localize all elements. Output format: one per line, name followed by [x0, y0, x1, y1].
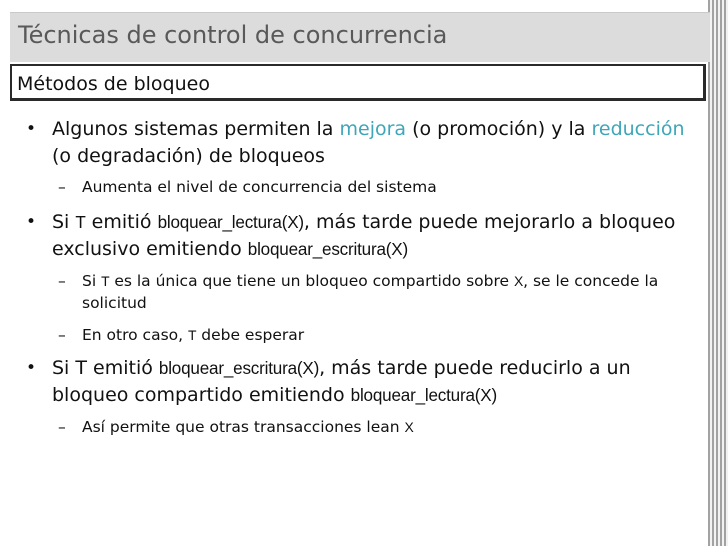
text-run: , más tarde puede reducirlo a un bloqueo compartido emitiendo [52, 357, 631, 406]
dash-marker: – [58, 418, 66, 436]
text-run: Si [52, 211, 76, 233]
bullet-marker: • [26, 212, 37, 232]
text-run: bloquear_lectura(X) [157, 213, 304, 232]
text-run: En otro caso, [82, 326, 188, 344]
sub-bullet-item [58, 324, 678, 346]
text-run: T [101, 273, 110, 289]
text-run: T [187, 327, 197, 343]
text-run: (o promoción) y la [406, 118, 592, 140]
text-run: X [404, 419, 414, 435]
bullet-item [26, 116, 690, 170]
text-run: X [514, 273, 524, 289]
text-run: , más tarde puede mejorarlo a bloqueo exclusivo emitiendo [52, 211, 676, 260]
sub-bullet-text [82, 270, 678, 314]
sub-bullet-text [82, 176, 678, 198]
sub-bullet-item [58, 270, 678, 314]
slide-title: Técnicas de control de concurrencia [18, 21, 448, 49]
text-run: T [75, 213, 86, 232]
text-run: , se le concede la solicitud [82, 272, 659, 312]
bullet-item [26, 209, 690, 263]
sub-bullet-text [82, 416, 678, 438]
text-run: Aumenta el nivel de concurrencia del sistema [82, 178, 437, 196]
text-run: es la única que tiene un bloqueo compartido sobre [109, 272, 514, 290]
text-run: Así permite que otras transacciones lean [82, 418, 405, 436]
sub-bullet-item [58, 176, 678, 198]
text-run: mejora [339, 118, 407, 140]
text-run: Algunos sistemas permiten la [52, 118, 340, 140]
text-run: bloquear_escritura(X) [247, 240, 408, 259]
bullet-marker: • [26, 119, 37, 139]
dash-marker: – [58, 272, 66, 290]
text-run: Si [82, 272, 102, 290]
bullet-text [52, 209, 690, 263]
bullet-item [26, 355, 690, 409]
dash-marker: – [58, 178, 66, 196]
text-run: debe esperar [196, 326, 305, 344]
text-run: bloquear_escritura(X) [158, 359, 320, 378]
text-run: bloquear_lectura(X) [350, 386, 497, 405]
slide-subtitle: Métodos de bloqueo [17, 73, 210, 95]
text-run: (o degradación) de bloqueos [52, 145, 325, 167]
text-run: reducción [591, 118, 685, 140]
right-edge-decoration [708, 0, 728, 546]
sub-bullet-item [58, 416, 678, 438]
dash-marker: – [58, 326, 66, 344]
bullet-marker: • [26, 358, 37, 378]
bullet-text [52, 116, 690, 170]
sub-bullet-text [82, 324, 678, 346]
text-run: Si T emitió [52, 357, 159, 379]
text-run: emitió [85, 211, 158, 233]
bullet-text [52, 355, 690, 409]
